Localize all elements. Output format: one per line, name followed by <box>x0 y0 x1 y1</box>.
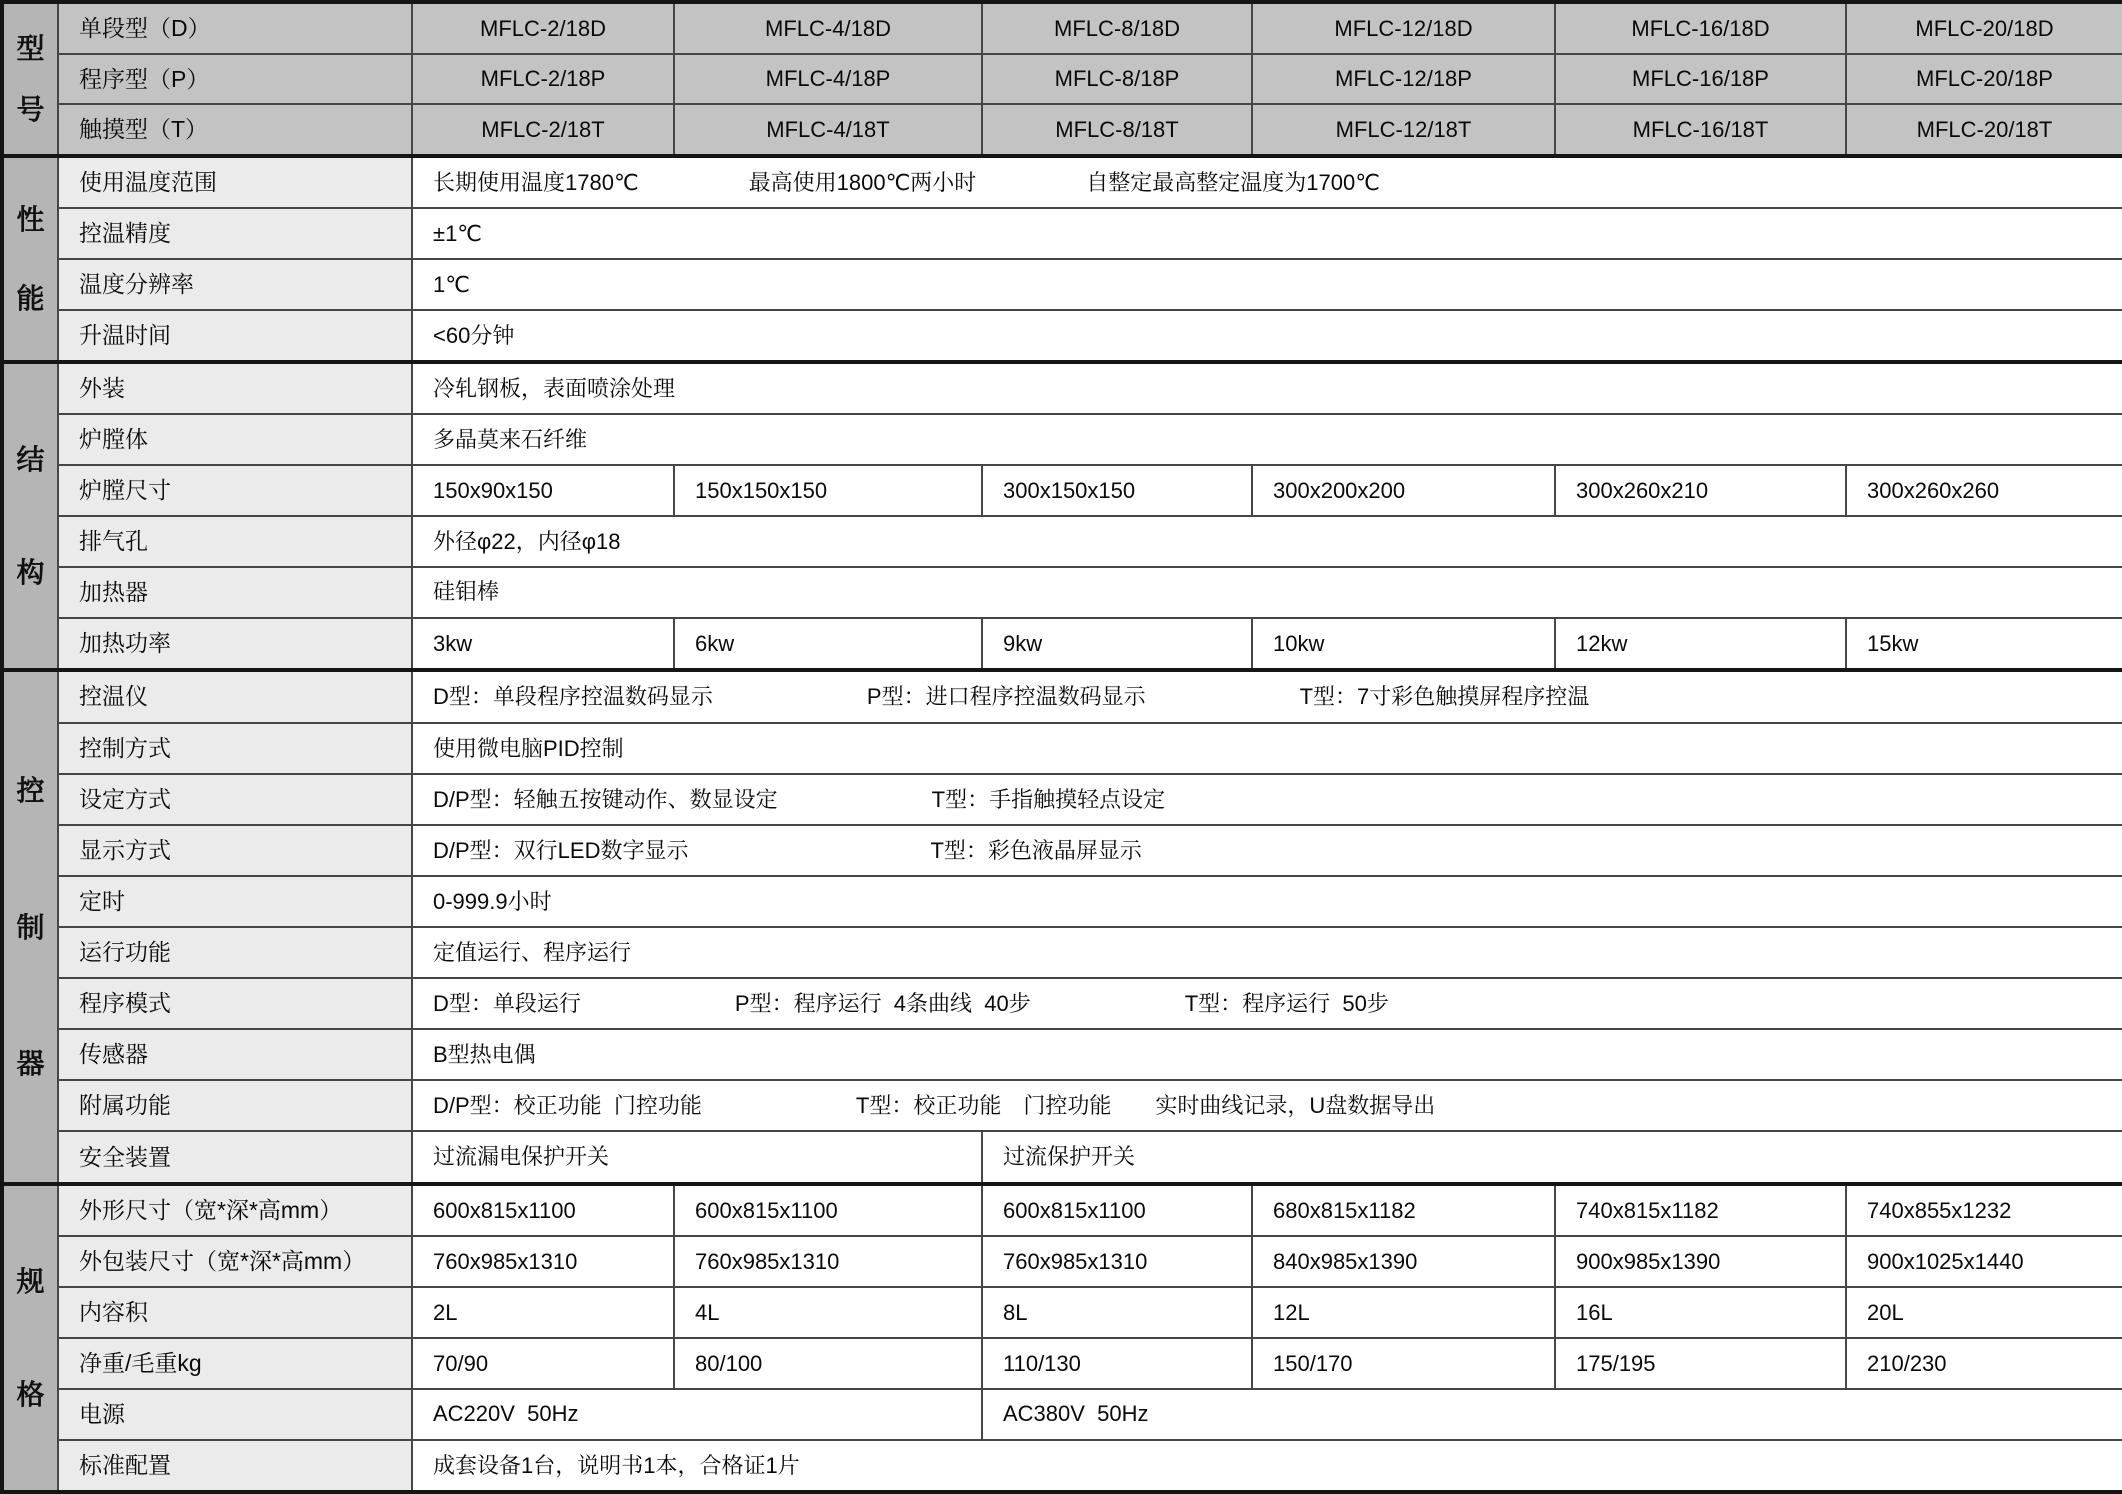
cell: 110/130 <box>982 1338 1252 1389</box>
cell: 600x815x1100 <box>412 1184 674 1236</box>
table-row <box>2 927 2122 978</box>
row-label: 触摸型（T） <box>58 104 412 156</box>
table-row <box>2 259 2122 310</box>
table-row <box>2 465 2122 516</box>
cell: 1℃ <box>412 259 2122 310</box>
row-label: 外包装尺寸（宽*深*高mm） <box>58 1236 412 1287</box>
row-label: 控制方式 <box>58 723 412 774</box>
table-row <box>2 1029 2122 1080</box>
row-label: 净重/毛重kg <box>58 1338 412 1389</box>
cell: MFLC-16/18T <box>1555 104 1846 156</box>
cell: 定值运行、程序运行 <box>412 927 2122 978</box>
cell: 16L <box>1555 1287 1846 1338</box>
cell: 长期使用温度1780℃ 最高使用1800℃两小时 自整定最高整定温度为1700℃ <box>412 156 2122 208</box>
cell: MFLC-16/18D <box>1555 2 1846 54</box>
table-row <box>2 1236 2122 1287</box>
row-label: 外装 <box>58 362 412 414</box>
table-row <box>2 2 2122 54</box>
cell: D/P型：双行LED数字显示 T型：彩色液晶屏显示 <box>412 825 2122 876</box>
cell: MFLC-16/18P <box>1555 54 1846 104</box>
cell: 成套设备1台，说明书1本，合格证1片 <box>412 1440 2122 1492</box>
table-row <box>2 516 2122 567</box>
row-label: 单段型（D） <box>58 2 412 54</box>
cell: 300x260x210 <box>1555 465 1846 516</box>
cell: 15kw <box>1846 618 2122 670</box>
cell: 80/100 <box>674 1338 982 1389</box>
table-row <box>2 567 2122 618</box>
table-row <box>2 876 2122 927</box>
cell: MFLC-4/18P <box>674 54 982 104</box>
row-label: 加热功率 <box>58 618 412 670</box>
cell: 680x815x1182 <box>1252 1184 1555 1236</box>
row-label: 定时 <box>58 876 412 927</box>
table-row <box>2 1287 2122 1338</box>
cell: 12kw <box>1555 618 1846 670</box>
cell: ±1℃ <box>412 208 2122 259</box>
cell: MFLC-20/18D <box>1846 2 2122 54</box>
row-label: 标准配置 <box>58 1440 412 1492</box>
cell: 600x815x1100 <box>982 1184 1252 1236</box>
cell: 900x1025x1440 <box>1846 1236 2122 1287</box>
cell: D/P型：轻触五按键动作、数显设定 T型：手指触摸轻点设定 <box>412 774 2122 825</box>
cell: 760x985x1310 <box>982 1236 1252 1287</box>
row-label: 外形尺寸（宽*深*高mm） <box>58 1184 412 1236</box>
cell: AC380V 50Hz <box>982 1389 2122 1440</box>
cell: 过流保护开关 <box>982 1131 2122 1184</box>
cell: D型：单段运行 P型：程序运行 4条曲线 40步 T型：程序运行 50步 <box>412 978 2122 1029</box>
cell: 外径φ22，内径φ18 <box>412 516 2122 567</box>
table-row <box>2 1184 2122 1236</box>
cell: 10kw <box>1252 618 1555 670</box>
cell: 0-999.9小时 <box>412 876 2122 927</box>
row-label: 使用温度范围 <box>58 156 412 208</box>
table-row <box>2 208 2122 259</box>
table-row <box>2 310 2122 362</box>
cell: MFLC-20/18P <box>1846 54 2122 104</box>
cell: 760x985x1310 <box>412 1236 674 1287</box>
cell: B型热电偶 <box>412 1029 2122 1080</box>
cell: AC220V 50Hz <box>412 1389 982 1440</box>
row-label: 附属功能 <box>58 1080 412 1131</box>
cell: 300x200x200 <box>1252 465 1555 516</box>
table-row <box>2 156 2122 208</box>
cell: 840x985x1390 <box>1252 1236 1555 1287</box>
cell: MFLC-12/18P <box>1252 54 1555 104</box>
cell: MFLC-8/18D <box>982 2 1252 54</box>
cell: 740x815x1182 <box>1555 1184 1846 1236</box>
group-label-structure-text: 结 构 <box>16 444 45 588</box>
cell: MFLC-4/18T <box>674 104 982 156</box>
cell: 12L <box>1252 1287 1555 1338</box>
cell: D/P型：校正功能 门控功能 T型：校正功能 门控功能 实时曲线记录，U盘数据导出 <box>412 1080 2122 1131</box>
cell: 9kw <box>982 618 1252 670</box>
cell: 300x260x260 <box>1846 465 2122 516</box>
group-label-specs <box>2 1184 58 1492</box>
cell: 150/170 <box>1252 1338 1555 1389</box>
row-label: 安全装置 <box>58 1131 412 1184</box>
table-row <box>2 618 2122 670</box>
row-label: 炉膛尺寸 <box>58 465 412 516</box>
group-label-performance-text: 性 能 <box>16 204 45 314</box>
cell: 600x815x1100 <box>674 1184 982 1236</box>
cell: MFLC-8/18P <box>982 54 1252 104</box>
table-row <box>2 670 2122 723</box>
cell: 使用微电脑PID控制 <box>412 723 2122 774</box>
group-label-specs-text: 规 格 <box>16 1266 45 1410</box>
row-label: 升温时间 <box>58 310 412 362</box>
row-label: 控温仪 <box>58 670 412 723</box>
row-label: 控温精度 <box>58 208 412 259</box>
cell: 760x985x1310 <box>674 1236 982 1287</box>
cell: MFLC-2/18D <box>412 2 674 54</box>
cell: MFLC-20/18T <box>1846 104 2122 156</box>
cell: 过流漏电保护开关 <box>412 1131 982 1184</box>
row-label: 程序型（P） <box>58 54 412 104</box>
cell: 175/195 <box>1555 1338 1846 1389</box>
cell: MFLC-8/18T <box>982 104 1252 156</box>
table-row <box>2 362 2122 414</box>
row-label: 显示方式 <box>58 825 412 876</box>
cell: MFLC-4/18D <box>674 2 982 54</box>
cell: 900x985x1390 <box>1555 1236 1846 1287</box>
table-row <box>2 1338 2122 1389</box>
cell: 冷轧钢板，表面喷涂处理 <box>412 362 2122 414</box>
row-label: 排气孔 <box>58 516 412 567</box>
row-label: 运行功能 <box>58 927 412 978</box>
row-label: 内容积 <box>58 1287 412 1338</box>
cell: 2L <box>412 1287 674 1338</box>
cell: 多晶莫来石纤维 <box>412 414 2122 465</box>
row-label: 程序模式 <box>58 978 412 1029</box>
table-row <box>2 774 2122 825</box>
row-label: 炉膛体 <box>58 414 412 465</box>
group-label-controller-text: 控 制 器 <box>16 775 45 1079</box>
cell: MFLC-2/18P <box>412 54 674 104</box>
table-row <box>2 1440 2122 1492</box>
row-label: 加热器 <box>58 567 412 618</box>
cell: 300x150x150 <box>982 465 1252 516</box>
cell: 150x150x150 <box>674 465 982 516</box>
row-label: 电源 <box>58 1389 412 1440</box>
table-row <box>2 1131 2122 1184</box>
table-row <box>2 1389 2122 1440</box>
table-row <box>2 104 2122 156</box>
table-row <box>2 978 2122 1029</box>
table-row <box>2 1080 2122 1131</box>
table-row <box>2 825 2122 876</box>
cell: D型：单段程序控温数码显示 P型：进口程序控温数码显示 T型：7寸彩色触摸屏程序控温 <box>412 670 2122 723</box>
cell: 150x90x150 <box>412 465 674 516</box>
cell: 硅钼棒 <box>412 567 2122 618</box>
group-label-controller <box>2 670 58 1184</box>
cell: 6kw <box>674 618 982 670</box>
cell: 20L <box>1846 1287 2122 1338</box>
group-label-model <box>2 2 58 156</box>
table-row <box>2 723 2122 774</box>
table-row <box>2 54 2122 104</box>
group-label-performance <box>2 156 58 362</box>
table-row <box>2 414 2122 465</box>
cell: 210/230 <box>1846 1338 2122 1389</box>
row-label: 传感器 <box>58 1029 412 1080</box>
cell: MFLC-2/18T <box>412 104 674 156</box>
group-label-model-text: 型 号 <box>16 32 45 126</box>
cell: 4L <box>674 1287 982 1338</box>
cell: MFLC-12/18T <box>1252 104 1555 156</box>
row-label: 温度分辨率 <box>58 259 412 310</box>
cell: 8L <box>982 1287 1252 1338</box>
cell: 70/90 <box>412 1338 674 1389</box>
group-label-structure <box>2 362 58 670</box>
row-label: 设定方式 <box>58 774 412 825</box>
cell: <60分钟 <box>412 310 2122 362</box>
cell: 740x855x1232 <box>1846 1184 2122 1236</box>
cell: MFLC-12/18D <box>1252 2 1555 54</box>
cell: 3kw <box>412 618 674 670</box>
